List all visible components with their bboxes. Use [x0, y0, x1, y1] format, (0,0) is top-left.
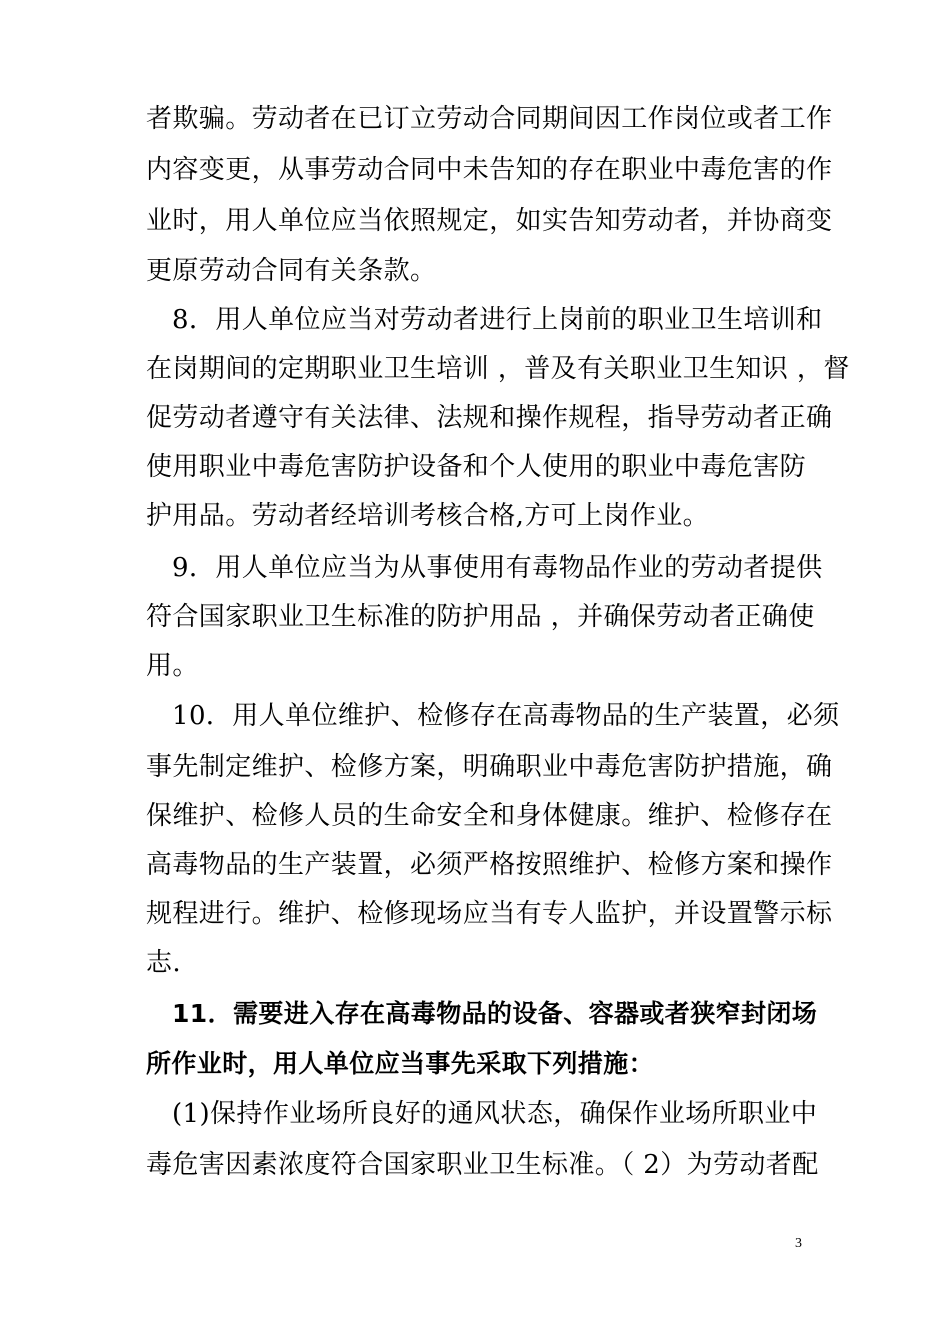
text-line: 者欺骗。劳动者在已订立劳动合同期间因工作岗位或者工作	[146, 104, 833, 134]
text-line: 内容变更，从事劳动合同中未告知的存在职业中毒危害的作	[146, 155, 833, 185]
text-line: 用。	[146, 651, 199, 681]
text-line: 符合国家职业卫生标准的防护用品 ，并确保劳动者正确使	[146, 602, 815, 632]
text-line: 护用品。劳动者经培训考核合格,方可上岗作业。	[146, 501, 710, 531]
text-line: 促劳动者遵守有关法律、法规和操作规程，指导劳动者正确	[146, 403, 833, 433]
text-line: 业时，用人单位应当依照规定，如实告知劳动者，并协商变	[146, 206, 833, 236]
text-line-item-8: 8．用人单位应当对劳动者进行上岗前的职业卫生培训和	[172, 305, 823, 335]
text-line: 使用职业中毒危害防护设备和个人使用的职业中毒危害防	[146, 452, 807, 482]
bold-text-line-item-11: 11．需要进入存在高毒物品的设备、容器或者狭窄封闭场	[172, 999, 818, 1028]
text-line: 在岗期间的定期职业卫生培训 ，普及有关职业卫生知识 ，督	[146, 354, 850, 384]
text-line-item-9: 9．用人单位应当为从事使用有毒物品作业的劳动者提供	[172, 553, 823, 583]
text-line: 高毒物品的生产装置，必须严格按照维护、检修方案和操作	[146, 850, 833, 880]
text-line: 更原劳动合同有关条款。	[146, 256, 437, 286]
page-number: 3	[795, 1236, 802, 1251]
text-line: 事先制定维护、检修方案，明确职业中毒危害防护措施，确	[146, 752, 833, 782]
text-line: 志.	[146, 948, 182, 978]
text-line-sub-item-1: (1)保持作业场所良好的通风状态，确保作业场所职业中	[172, 1099, 818, 1129]
text-line: 规程进行。维护、检修现场应当有专人监护，并设置警示标	[146, 899, 833, 929]
text-line: 毒危害因素浓度符合国家职业卫生标准。（ 2）为劳动者配	[146, 1150, 819, 1180]
text-line: 保维护、检修人员的生命安全和身体健康。维护、检修存在	[146, 801, 833, 831]
bold-text-line: 所作业时，用人单位应当事先采取下列措施：	[146, 1049, 655, 1078]
text-line-item-10: 10．用人单位维护、检修存在高毒物品的生产装置，必须	[172, 701, 840, 731]
